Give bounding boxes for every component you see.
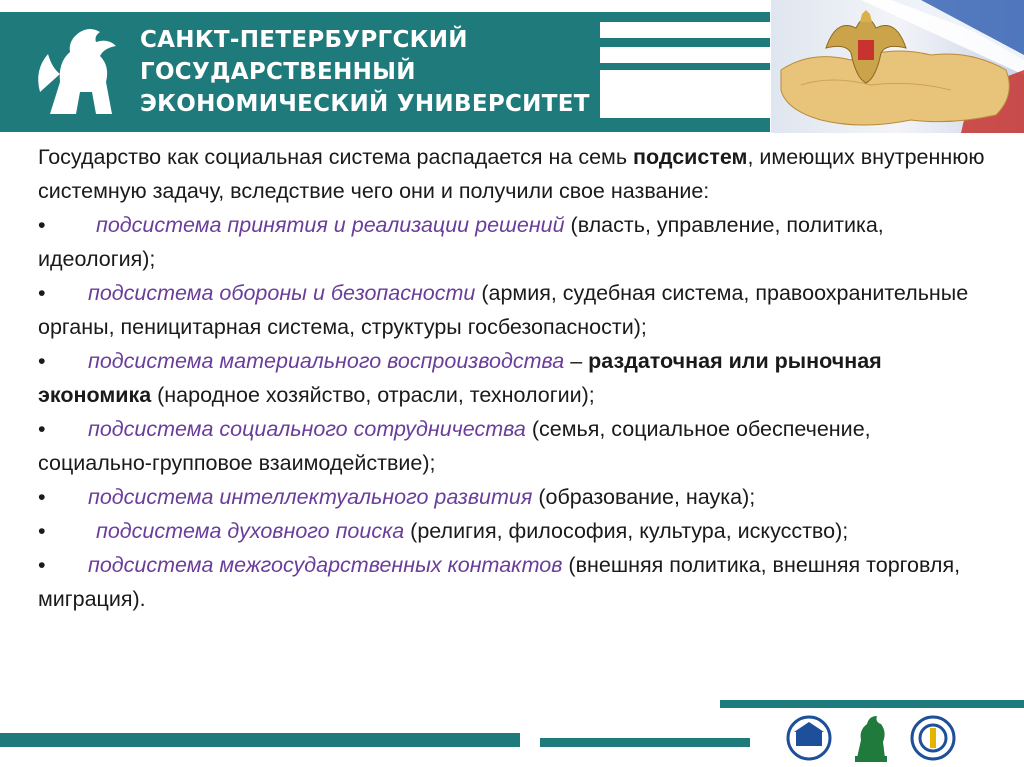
building-logo-icon: [788, 717, 830, 759]
subsystem-term: подсистема духовного поиска: [96, 519, 405, 543]
coat-of-arms-russia-map-image: [771, 0, 1024, 133]
university-name-line: САНКТ-ПЕТЕРБУРГСКИЙ: [140, 27, 468, 53]
header-stripe: [430, 12, 770, 22]
griffin-small-logo-icon: [855, 716, 887, 762]
list-item: [38, 412, 988, 480]
bullet: •: [38, 281, 46, 305]
bullet: •: [38, 519, 46, 543]
header-stripe: [0, 118, 770, 132]
list-item: [38, 276, 988, 344]
list-item: [38, 548, 988, 616]
bullet: •: [38, 349, 46, 373]
intro-text: , имеющих внутреннюю системную задачу, вследствие чего они и получили свое название:: [38, 145, 985, 203]
subsystem-term: подсистема интеллектуального развития: [88, 485, 533, 509]
griffin-logo-icon: [30, 22, 125, 120]
subsystem-bold-note: раздаточная или рыночная экономика: [38, 349, 882, 407]
footer-stripe: [540, 738, 750, 747]
bullet: •: [38, 417, 46, 441]
subsystem-term: подсистема материального воспроизводства: [88, 349, 565, 373]
subsystem-term: подсистема социального сотрудничества: [88, 417, 526, 441]
university-name: [140, 24, 590, 120]
subsystem-description: (семья, социальное обеспечение, социально-групповое взаимодействие);: [38, 417, 871, 475]
bullet: •: [38, 213, 46, 237]
finance-logo-icon: [912, 717, 954, 759]
intro-paragraph: [38, 140, 988, 208]
slide-body: [38, 140, 988, 616]
list-item: [38, 208, 988, 276]
subsystem-term: подсистема принятия и реализации решений: [96, 213, 565, 237]
footer-stripe: [720, 700, 1024, 708]
subsystem-term: подсистема межгосударственных контактов: [88, 553, 563, 577]
subsystem-description: (власть, управление, политика, идеология);: [38, 213, 884, 271]
dash: –: [564, 349, 589, 373]
intro-bold-term: подсистем: [633, 145, 748, 169]
list-item: [38, 480, 988, 514]
footer-logos: [785, 710, 965, 764]
university-name-line: ГОСУДАРСТВЕННЫЙ: [140, 59, 416, 85]
subsystem-description: (образование, наука);: [532, 485, 756, 509]
header-stripe: [560, 63, 770, 70]
intro-text: Государство как социальная система распадается на семь: [38, 145, 633, 169]
subsystem-description: (армия, судебная система, правоохранительные органы, пеницитарная система, структуры госбезопасности);: [38, 281, 969, 339]
subsystem-description: (народное хозяйство, отрасли, технологии);: [151, 383, 595, 407]
footer-stripe: [0, 733, 520, 747]
list-item: [38, 514, 988, 548]
subsystem-description: (внешняя политика, внешняя торговля, миграция).: [38, 553, 961, 611]
subsystem-term: подсистема обороны и безопасности: [88, 281, 476, 305]
university-name-line: ЭКОНОМИЧЕСКИЙ УНИВЕРСИТЕТ: [140, 91, 590, 117]
subsystem-description: (религия, философия, культура, искусство);: [404, 519, 849, 543]
bullet: •: [38, 553, 46, 577]
list-item: [38, 344, 988, 412]
bullet: •: [38, 485, 46, 509]
